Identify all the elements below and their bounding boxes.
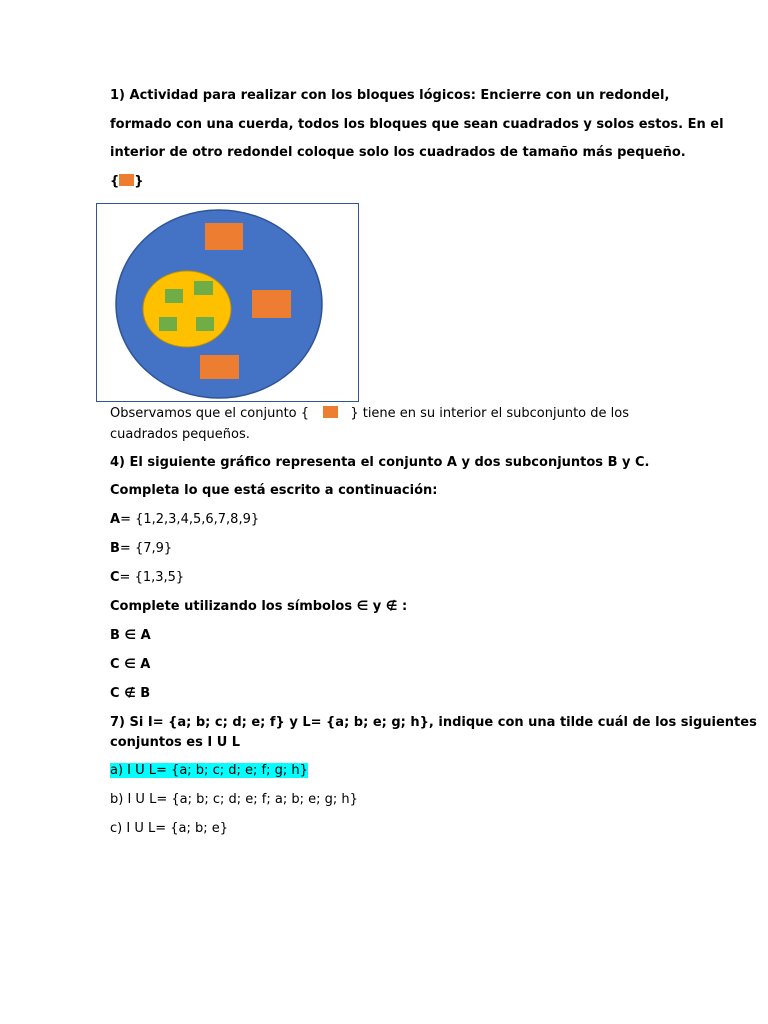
relation-3: C ∉ B <box>110 686 151 701</box>
q7-line-1: 7) Si I= {a; b; c; d; e; f} y L= {a; b; e; g; h}, indique con una tilde cuál de los siguientes <box>110 715 757 730</box>
observation-line-2: cuadrados pequeños. <box>110 427 250 442</box>
set-a-label: A <box>110 512 121 527</box>
observation-suffix: } tiene en su interior el subconjunto de los <box>350 406 629 421</box>
q1-line-2: formado con una cuerda, todos los bloques que sean cuadrados y solos estos. En el <box>110 117 724 132</box>
set-close-brace: } <box>134 174 144 189</box>
q1-set-notation <box>110 173 144 191</box>
q7-option-c: c) I U L= {a; b; e} <box>110 821 229 836</box>
q4-title: 4) El siguiente gráfico representa el conjunto A y dos subconjuntos B y C. <box>110 455 650 470</box>
small-green-square-3 <box>159 317 177 331</box>
set-b-label: B <box>110 541 120 556</box>
orange-square-icon <box>119 174 134 186</box>
q1-line-1: 1) Actividad para realizar con los bloques lógicos: Encierre con un redondel, <box>110 88 670 103</box>
set-diagram <box>96 203 360 403</box>
relation-1: B ∈ A <box>110 628 151 643</box>
small-green-square-1 <box>165 289 183 303</box>
observation-prefix: Observamos que el conjunto { <box>110 406 310 421</box>
q7-option-a <box>110 762 308 780</box>
set-b-definition <box>110 540 172 558</box>
large-orange-square-bottom <box>200 355 239 379</box>
set-open-brace: { <box>110 174 120 189</box>
symbols-instruction: Complete utilizando los símbolos ∈ y ∉ : <box>110 599 408 614</box>
orange-square-icon <box>323 406 338 418</box>
small-green-square-4 <box>196 317 214 331</box>
set-c-value: = {1,3,5} <box>119 570 185 585</box>
set-c-label: C <box>110 570 120 585</box>
inner-subset-circle <box>143 271 231 347</box>
large-orange-square-right <box>252 290 291 318</box>
set-a-value: = {1,2,3,4,5,6,7,8,9} <box>120 512 260 527</box>
set-b-value: = {7,9} <box>119 541 173 556</box>
q7-line-2: conjuntos es I U L <box>110 735 241 750</box>
set-a-definition <box>110 511 259 529</box>
observation-line-1 <box>110 405 629 423</box>
highlighted-answer: a) I U L= {a; b; c; d; e; f; g; h} <box>110 763 308 778</box>
q7-option-b: b) I U L= {a; b; c; d; e; f; a; b; e; g; h} <box>110 792 358 807</box>
q1-line-3: interior de otro redondel coloque solo los cuadrados de tamaño más pequeño. <box>110 145 686 160</box>
set-c-definition <box>110 569 184 587</box>
small-green-square-2 <box>194 281 213 295</box>
q4-instruction: Completa lo que está escrito a continuación: <box>110 483 438 498</box>
relation-2: C ∈ A <box>110 657 151 672</box>
large-orange-square-top <box>205 223 243 250</box>
